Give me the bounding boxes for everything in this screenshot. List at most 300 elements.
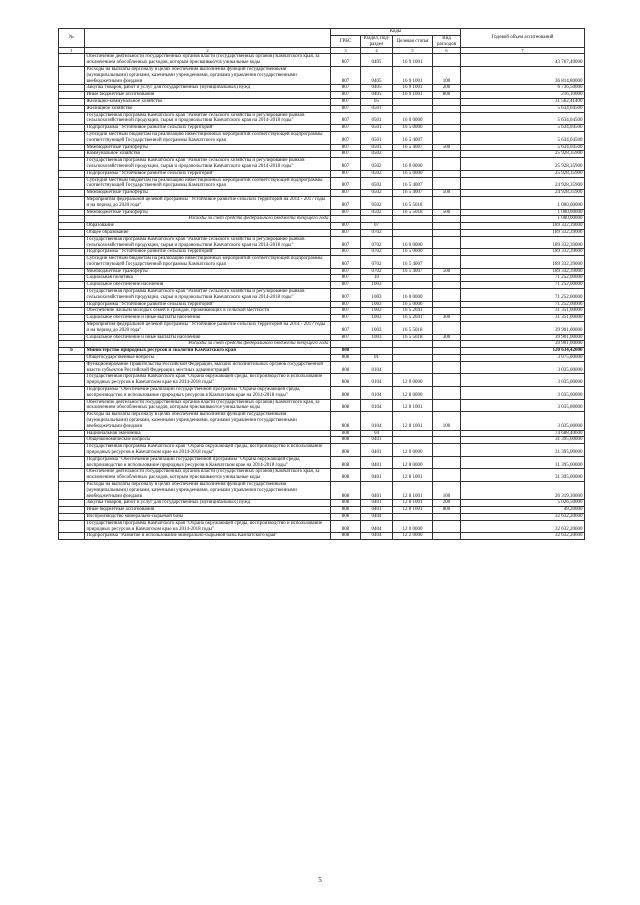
- cell-total: 3 035,00000: [461, 399, 585, 412]
- cell-section: 0104: [361, 387, 393, 400]
- cell-section: 0405: [361, 85, 393, 92]
- cell-grbs: 807: [331, 92, 361, 99]
- cell-expense: [433, 374, 461, 387]
- cell-total: 49,20000: [461, 507, 585, 514]
- cell-name: Подпрограмма "Обеспечение реализации государственной программы "Охрана окружающей среды, воспроизводство и использование природных ресурсов в Камчатском крае на 2014-2018 годы": [85, 456, 331, 469]
- table-row: [59, 444, 585, 457]
- cell-expense: [433, 301, 461, 308]
- cell-name: Межбюджетные трансферты: [85, 144, 331, 151]
- cell-expense: 500: [433, 144, 461, 151]
- cell-name: Иные бюджетные ассигнования: [85, 92, 331, 99]
- cell-grbs: 807: [331, 282, 361, 289]
- cell-grbs: 807: [331, 322, 361, 335]
- table-row: [59, 520, 585, 533]
- cell-expense: 300: [433, 334, 461, 341]
- cell-expense: [433, 112, 461, 125]
- cell-total: 189 332,39000: [461, 256, 585, 269]
- cell-number: [59, 66, 85, 84]
- cell-target: 16 5 5018: [393, 196, 433, 209]
- cell-section: 0104: [361, 361, 393, 374]
- table-row: [59, 125, 585, 132]
- table-row: [59, 507, 585, 514]
- cell-expense: [433, 361, 461, 374]
- cell-section: 0702: [361, 268, 393, 275]
- cell-section: [361, 216, 393, 223]
- cell-grbs: 807: [331, 98, 361, 105]
- cell-name: Государственная программа Камчатского края "Охрана окружающей среды, воспроизводство и использование природных ресурсов в Камчатском крае на 2014-2018 годы": [85, 374, 331, 387]
- cell-section: 0702: [361, 249, 393, 256]
- cell-section: 0401: [361, 500, 393, 507]
- cell-grbs: 808: [331, 374, 361, 387]
- table-row: [59, 374, 585, 387]
- cell-grbs: 808: [331, 412, 361, 430]
- cell-expense: [433, 256, 461, 269]
- table-row: [59, 275, 585, 282]
- cell-target: [393, 151, 433, 158]
- cell-number: [59, 216, 85, 223]
- cell-total: 3 075,00000: [461, 355, 585, 362]
- header-grbs: ГРБС: [331, 35, 361, 48]
- column-index: 6: [433, 48, 461, 54]
- cell-total: 31 395,00000: [461, 456, 585, 469]
- cell-total: 3 035,00000: [461, 361, 585, 374]
- cell-number: [59, 469, 85, 482]
- cell-grbs: 807: [331, 308, 361, 315]
- cell-grbs: 807: [331, 125, 361, 132]
- cell-target: 12 0 0000: [393, 520, 433, 533]
- table-row: [59, 229, 585, 236]
- cell-number: [59, 196, 85, 209]
- table-row: [59, 399, 585, 412]
- cell-section: 0501: [361, 112, 393, 125]
- cell-name: Межбюджетные трансферты: [85, 209, 331, 216]
- cell-name: Подпрограмма "Устойчивое развитие сельских территорий": [85, 125, 331, 132]
- cell-grbs: [331, 216, 361, 223]
- cell-name: Межбюджетные трансферты: [85, 268, 331, 275]
- cell-expense: [433, 444, 461, 457]
- cell-expense: [433, 513, 461, 520]
- cell-grbs: 807: [331, 158, 361, 171]
- cell-expense: 800: [433, 507, 461, 514]
- cell-total: 3 035,00000: [461, 412, 585, 430]
- cell-target: 16 5 4007: [393, 190, 433, 197]
- cell-expense: [433, 520, 461, 533]
- cell-target: [393, 430, 433, 437]
- cell-section: 0405: [361, 54, 393, 67]
- cell-section: 0502: [361, 170, 393, 177]
- cell-section: 0501: [361, 144, 393, 151]
- column-index: 2: [85, 48, 331, 54]
- cell-target: 16 0 0000: [393, 112, 433, 125]
- cell-grbs: 807: [331, 268, 361, 275]
- cell-grbs: 807: [331, 301, 361, 308]
- cell-section: [361, 348, 393, 355]
- cell-number: [59, 223, 85, 230]
- cell-number: [59, 236, 85, 249]
- cell-number: [59, 520, 85, 533]
- cell-target: 12 8 1001: [393, 469, 433, 482]
- cell-name: Государственная программа Камчатского края "Развитие сельского хозяйства и регулирование рынков сельскохозяйственной продукции, сырья и продовольствия Камчатского края на 2014-2018 годы": [85, 289, 331, 302]
- cell-section: [361, 341, 393, 348]
- table-row: [59, 341, 585, 348]
- cell-expense: 200: [433, 500, 461, 507]
- cell-name: Коммунальное хозяйство: [85, 151, 331, 158]
- cell-number: [59, 334, 85, 341]
- cell-total: 189 332,39000: [461, 229, 585, 236]
- cell-name: Подпрограмма "Устойчивое развитие сельских территорий": [85, 170, 331, 177]
- header-total: Годовой объем ассигнований: [461, 29, 585, 48]
- cell-expense: [433, 229, 461, 236]
- table-row: [59, 105, 585, 112]
- cell-number: [59, 412, 85, 430]
- cell-name: Национальная экономика: [85, 430, 331, 437]
- cell-total: 5 634,04500: [461, 112, 585, 125]
- table-row: [59, 98, 585, 105]
- cell-expense: 500: [433, 209, 461, 216]
- cell-name: Обеспечение деятельности государственных органов власти (государственных органов) Камчатского края, за исключением обособленных расходов, которым присваиваются уникальные коды: [85, 399, 331, 412]
- table-row: [59, 216, 585, 223]
- table-row: [59, 334, 585, 341]
- table-row: [59, 301, 585, 308]
- cell-total: 24 928,35900: [461, 177, 585, 190]
- table-row: [59, 177, 585, 190]
- cell-expense: 100: [433, 66, 461, 84]
- cell-number: [59, 54, 85, 67]
- cell-grbs: 808: [331, 533, 361, 540]
- cell-total: 189 332,39000: [461, 249, 585, 256]
- table-row: [59, 85, 585, 92]
- cell-total: 26 319,30000: [461, 481, 585, 499]
- cell-number: [59, 256, 85, 269]
- cell-grbs: 808: [331, 430, 361, 437]
- cell-number: [59, 282, 85, 289]
- cell-number: [59, 322, 85, 335]
- cell-section: 04: [361, 430, 393, 437]
- cell-expense: [433, 469, 461, 482]
- cell-expense: [433, 348, 461, 355]
- cell-target: 16 5 4007: [393, 131, 433, 144]
- cell-name: Подпрограмма "Обеспечение реализации государственной программы "Охрана окружающей среды, воспроизводство и использование природных ресурсов в Камчатском крае на 2014-2018 годы": [85, 387, 331, 400]
- cell-grbs: 807: [331, 315, 361, 322]
- table-row: [59, 469, 585, 482]
- cell-name: Обеспечение деятельности государственных органов власти (государственных органов) Камчатского края, за исключением обособленных расходов, которым присваиваются уникальные коды: [85, 54, 331, 67]
- cell-target: 16 5 4007: [393, 177, 433, 190]
- cell-name: Общее образование: [85, 229, 331, 236]
- header-section: Раздел, под-раздел: [361, 35, 393, 48]
- cell-grbs: 808: [331, 444, 361, 457]
- cell-target: [393, 355, 433, 362]
- cell-grbs: 808: [331, 520, 361, 533]
- cell-expense: 800: [433, 92, 461, 99]
- cell-number: [59, 315, 85, 322]
- cell-name: Воспроизводство минерально-сырьевой базы: [85, 513, 331, 520]
- cell-section: 0401: [361, 481, 393, 499]
- cell-section: 0404: [361, 513, 393, 520]
- table-row: [59, 54, 585, 67]
- table-row: [59, 151, 585, 158]
- table-row: [59, 112, 585, 125]
- cell-grbs: 807: [331, 196, 361, 209]
- cell-expense: 100: [433, 412, 461, 430]
- cell-number: [59, 158, 85, 171]
- cell-target: 12 8 1001: [393, 481, 433, 499]
- cell-target: 12 2 0000: [393, 533, 433, 540]
- cell-name: Функционирование Правительства Российской Федерации, высших исполнительных органов государственной власти субъектов Российской Федерации, местных администраций: [85, 361, 331, 374]
- cell-section: 0405: [361, 66, 393, 84]
- cell-expense: [433, 223, 461, 230]
- table-row: [59, 322, 585, 335]
- cell-section: 1003: [361, 315, 393, 322]
- cell-total: 1 000,00000: [461, 216, 585, 223]
- cell-grbs: 807: [331, 236, 361, 249]
- cell-grbs: 808: [331, 469, 361, 482]
- cell-expense: [433, 437, 461, 444]
- cell-total: 32 632,20600: [461, 520, 585, 533]
- cell-section: 0104: [361, 399, 393, 412]
- cell-expense: [433, 131, 461, 144]
- cell-total: 24 928,35900: [461, 190, 585, 197]
- cell-grbs: 808: [331, 481, 361, 499]
- cell-number: [59, 85, 85, 92]
- cell-target: [393, 98, 433, 105]
- cell-target: 16 5 0000: [393, 125, 433, 132]
- cell-target: 16 5 5018: [393, 322, 433, 335]
- cell-section: 0702: [361, 256, 393, 269]
- cell-name: Общеэкономические вопросы: [85, 437, 331, 444]
- cell-total: 31 395,00000: [461, 437, 585, 444]
- cell-name: Мероприятия федеральной целевой программы "Устойчивое развитие сельских территорий на 2014 - 2017 годы и на период до 2020 года": [85, 322, 331, 335]
- cell-name: Субсидии местным бюджетам на реализацию инвестиционных мероприятий соответствующей подпрограммы соответствующей Государственной программы Камчатского края: [85, 177, 331, 190]
- cell-section: 07: [361, 223, 393, 230]
- cell-grbs: 808: [331, 500, 361, 507]
- table-row: [59, 308, 585, 315]
- cell-grbs: 807: [331, 151, 361, 158]
- cell-target: 16 9 1001: [393, 54, 433, 67]
- cell-target: 16 5 4007: [393, 268, 433, 275]
- cell-total: 25 928,35900: [461, 158, 585, 171]
- cell-section: 0502: [361, 196, 393, 209]
- cell-grbs: 808: [331, 355, 361, 362]
- cell-target: [393, 229, 433, 236]
- column-index: 7: [461, 48, 585, 54]
- cell-name: Министерство природных ресурсов и экологии Камчатского края: [85, 348, 331, 355]
- cell-total: 5 634,04500: [461, 105, 585, 112]
- cell-section: 0502: [361, 151, 393, 158]
- cell-name: Мероприятия федеральной целевой программы "Устойчивое развитие сельских территорий на 2014 - 2017 годы и на период до 2020 года": [85, 196, 331, 209]
- table-row: [59, 533, 585, 540]
- cell-section: 1003: [361, 289, 393, 302]
- table-row: [59, 131, 585, 144]
- cell-expense: [433, 341, 461, 348]
- cell-expense: [433, 196, 461, 209]
- cell-target: 16 5 4007: [393, 256, 433, 269]
- cell-number: [59, 513, 85, 520]
- table-row: [59, 236, 585, 249]
- cell-total: 31 351,00000: [461, 308, 585, 315]
- cell-total: 39 901,00000: [461, 322, 585, 335]
- header-expense: Вид расходов: [433, 35, 461, 48]
- cell-grbs: 808: [331, 456, 361, 469]
- table-row: [59, 190, 585, 197]
- table-row: [59, 361, 585, 374]
- cell-name: Государственная программа Камчатского края "Охрана окружающей среды, воспроизводство и использование природных ресурсов в Камчатском крае на 2014-2018 годы": [85, 444, 331, 457]
- cell-name: Иные бюджетные ассигнования: [85, 507, 331, 514]
- cell-number: [59, 170, 85, 177]
- cell-expense: [433, 216, 461, 223]
- cell-number: [59, 430, 85, 437]
- cell-target: [393, 105, 433, 112]
- cell-number: [59, 437, 85, 444]
- cell-number: [59, 144, 85, 151]
- cell-grbs: 807: [331, 131, 361, 144]
- cell-expense: [433, 275, 461, 282]
- cell-total: 5 026,50000: [461, 500, 585, 507]
- cell-target: 12 0 0000: [393, 374, 433, 387]
- cell-grbs: 807: [331, 256, 361, 269]
- cell-total: 5 634,04500: [461, 131, 585, 144]
- cell-grbs: 808: [331, 437, 361, 444]
- cell-section: 0502: [361, 158, 393, 171]
- cell-target: 16 5 0000: [393, 170, 433, 177]
- cell-section: 0702: [361, 229, 393, 236]
- cell-grbs: 807: [331, 209, 361, 216]
- table-row: [59, 500, 585, 507]
- cell-target: [393, 275, 433, 282]
- cell-grbs: 808: [331, 348, 361, 355]
- cell-name: Социальная политика: [85, 275, 331, 282]
- cell-number: [59, 456, 85, 469]
- cell-target: 12 0 0000: [393, 444, 433, 457]
- cell-grbs: 807: [331, 190, 361, 197]
- cell-grbs: 807: [331, 66, 361, 84]
- cell-total: 6 736,50000: [461, 85, 585, 92]
- cell-expense: [433, 355, 461, 362]
- cell-expense: [433, 399, 461, 412]
- header-target: Целевая статья: [393, 35, 433, 48]
- cell-total: 1 000,00000: [461, 196, 585, 209]
- cell-target: 16 9 1001: [393, 66, 433, 84]
- cell-number: [59, 275, 85, 282]
- table-row: [59, 430, 585, 437]
- table-row: [59, 481, 585, 499]
- cell-expense: [433, 125, 461, 132]
- cell-grbs: 808: [331, 507, 361, 514]
- cell-name: Субсидии местным бюджетам на реализацию инвестиционных мероприятий соответствующей подпрограммы соответствующей Государственной программы Камчатского края: [85, 256, 331, 269]
- cell-total: 39 901,00000: [461, 334, 585, 341]
- cell-number: [59, 177, 85, 190]
- cell-total: 120 634,42000: [461, 348, 585, 355]
- cell-expense: [433, 282, 461, 289]
- cell-section: 0401: [361, 469, 393, 482]
- cell-expense: [433, 98, 461, 105]
- cell-total: 31 562,41400: [461, 98, 585, 105]
- table-row: [59, 282, 585, 289]
- table-row: [59, 256, 585, 269]
- cell-number: [59, 98, 85, 105]
- cell-number: [59, 444, 85, 457]
- cell-expense: [433, 249, 461, 256]
- cell-target: [393, 282, 433, 289]
- cell-number: [59, 190, 85, 197]
- cell-grbs: 807: [331, 275, 361, 282]
- cell-expense: [433, 170, 461, 177]
- cell-number: [59, 399, 85, 412]
- cell-total: 5 634,04500: [461, 144, 585, 151]
- cell-target: [393, 216, 433, 223]
- cell-name: Подпрограмма "Устойчивое развитие сельских территорий": [85, 249, 331, 256]
- cell-total: 31 395,00000: [461, 469, 585, 482]
- cell-target: 16 5 0000: [393, 249, 433, 256]
- cell-number: [59, 249, 85, 256]
- cell-name: Расходы за счет средств федерального бюджета текущего года: [85, 341, 331, 348]
- table-row: [59, 196, 585, 209]
- cell-grbs: 807: [331, 223, 361, 230]
- cell-section: 0405: [361, 92, 393, 99]
- cell-target: 16 0 0000: [393, 158, 433, 171]
- table-row: [59, 437, 585, 444]
- cell-total: 71 252,00000: [461, 282, 585, 289]
- cell-section: 0401: [361, 507, 393, 514]
- cell-name: Расходы на выплаты персоналу в целях обеспечения выполнения функций государственными (муниципальными) органами, казенными учреждениями, органами управления государственными внебюджетными фондами: [85, 66, 331, 84]
- cell-target: [393, 361, 433, 374]
- cell-section: 0502: [361, 177, 393, 190]
- cell-number: [59, 308, 85, 315]
- cell-grbs: 807: [331, 229, 361, 236]
- column-index: 3: [331, 48, 361, 54]
- cell-name: Государственная программа Камчатского края "Развитие сельского хозяйства и регулирование рынков сельскохозяйственной продукции, сырья и продовольствия Камчатского края на 2014-2018 годы": [85, 236, 331, 249]
- cell-name: Подпрограмма "Развитие и использование минерально-сырьевой базы Камчатского края": [85, 533, 331, 540]
- table-row: [59, 456, 585, 469]
- cell-total: 189 332,39000: [461, 236, 585, 249]
- cell-target: 12 8 1001: [393, 507, 433, 514]
- cell-grbs: 808: [331, 361, 361, 374]
- table-row: [59, 209, 585, 216]
- cell-target: [393, 223, 433, 230]
- cell-section: 05: [361, 98, 393, 105]
- cell-target: 12 8 1001: [393, 500, 433, 507]
- cell-total: 74 688,40600: [461, 430, 585, 437]
- cell-name: Закупка товаров, работ и услуг для государственных (муниципальных) нужд: [85, 500, 331, 507]
- cell-total: 3 035,00000: [461, 387, 585, 400]
- cell-name: Жилищно-коммунальное хозяйство: [85, 98, 331, 105]
- cell-target: [393, 437, 433, 444]
- cell-grbs: 807: [331, 85, 361, 92]
- cell-name: Жилищное хозяйство: [85, 105, 331, 112]
- cell-total: 32 632,20600: [461, 533, 585, 540]
- cell-target: 12 8 1001: [393, 412, 433, 430]
- cell-grbs: 807: [331, 144, 361, 151]
- cell-expense: [433, 322, 461, 335]
- table-header: [59, 29, 585, 54]
- cell-total: 71 252,00000: [461, 289, 585, 302]
- cell-section: 0401: [361, 444, 393, 457]
- cell-number: [59, 209, 85, 216]
- cell-section: 0404: [361, 520, 393, 533]
- cell-number: [59, 533, 85, 540]
- cell-number: [59, 481, 85, 499]
- cell-section: 0502: [361, 190, 393, 197]
- cell-expense: [433, 158, 461, 171]
- budget-document: [58, 28, 584, 540]
- cell-target: 12 8 0000: [393, 456, 433, 469]
- cell-target: 16 0 0000: [393, 289, 433, 302]
- cell-name: Субсидии местным бюджетам на реализацию инвестиционных мероприятий соответствующей подпрограммы соответствующей Государственной программы Камчатского края: [85, 131, 331, 144]
- header-name: [85, 29, 331, 48]
- cell-total: 25 928,35900: [461, 170, 585, 177]
- cell-expense: 500: [433, 268, 461, 275]
- cell-grbs: 808: [331, 387, 361, 400]
- cell-number: [59, 301, 85, 308]
